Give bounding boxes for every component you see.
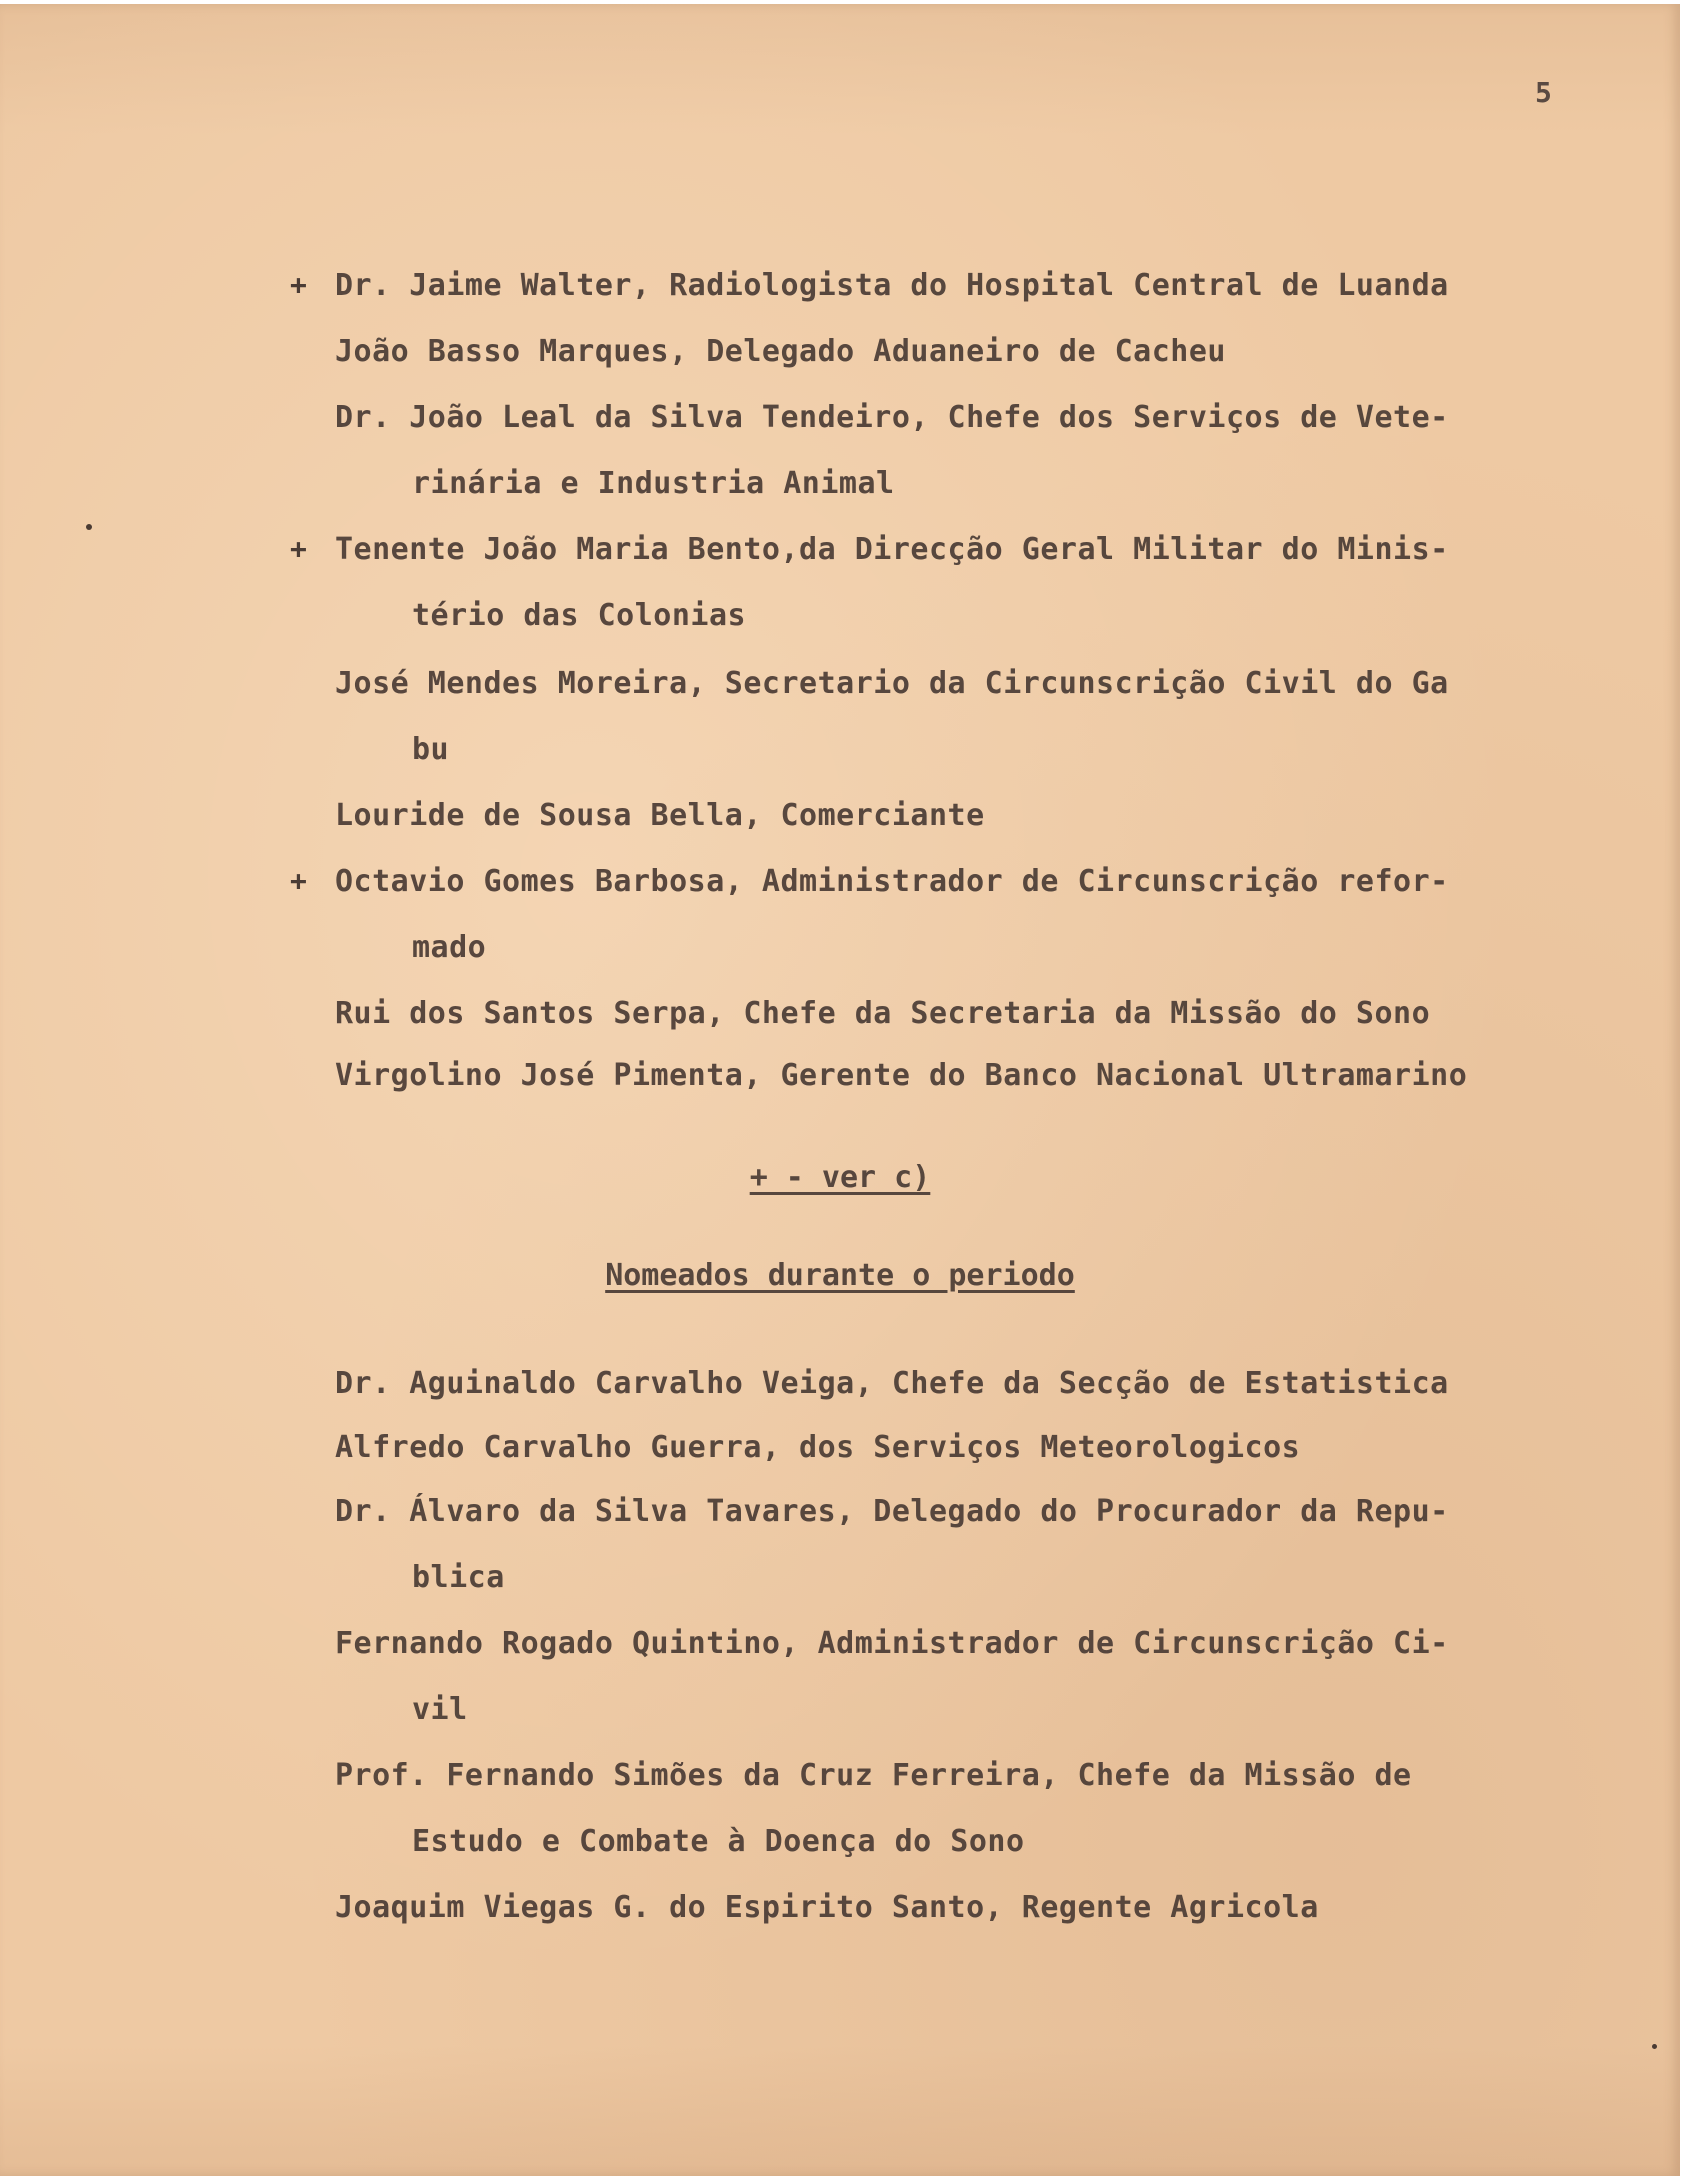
list-item: Dr. João Leal da Silva Tendeiro, Chefe dos Serviços de Vete- — [335, 400, 1449, 435]
list-item-continuation: Estudo e Combate à Doença do Sono — [412, 1824, 1025, 1859]
paper-speck — [86, 524, 92, 530]
list-item: Octavio Gomes Barbosa, Administrador de Circunscrição refor- — [335, 864, 1449, 899]
page-number: 5 — [1535, 76, 1552, 109]
footnote-reference: + - ver c) — [749, 1160, 931, 1195]
list-item-continuation: mado — [412, 930, 487, 965]
bullet-marker: + — [290, 268, 307, 301]
list-item-continuation: vil — [412, 1692, 468, 1727]
bullet-marker: + — [290, 532, 307, 565]
section-heading: Nomeados durante o periodo — [605, 1258, 1075, 1293]
list-item: Alfredo Carvalho Guerra, dos Serviços Meteorologicos — [335, 1430, 1301, 1465]
list-item: Fernando Rogado Quintino, Administrador de Circunscrição Ci- — [335, 1626, 1449, 1661]
list-item: Joaquim Viegas G. do Espirito Santo, Regente Agricola — [335, 1890, 1319, 1925]
list-item-continuation: blica — [412, 1560, 505, 1595]
paper-speck — [1652, 2044, 1657, 2049]
list-item-continuation: bu — [412, 732, 450, 767]
list-item: Rui dos Santos Serpa, Chefe da Secretaria da Missão do Sono — [335, 996, 1431, 1031]
list-item: Tenente João Maria Bento,da Direcção Geral Militar do Minis- — [335, 532, 1449, 567]
list-item: Dr. Jaime Walter, Radiologista do Hospital Central de Luanda — [335, 268, 1449, 303]
list-item: Dr. Álvaro da Silva Tavares, Delegado do Procurador da Repu- — [335, 1494, 1449, 1529]
list-item-continuation: rinária e Industria Animal — [412, 466, 895, 501]
typewritten-page — [0, 4, 1680, 2176]
list-item: João Basso Marques, Delegado Aduaneiro de Cacheu — [335, 334, 1226, 369]
list-item: Dr. Aguinaldo Carvalho Veiga, Chefe da Secção de Estatistica — [335, 1366, 1449, 1401]
bullet-marker: + — [290, 864, 307, 897]
list-item: Prof. Fernando Simões da Cruz Ferreira, Chefe da Missão de — [335, 1758, 1412, 1793]
list-item-continuation: tério das Colonias — [412, 598, 747, 633]
list-item: José Mendes Moreira, Secretario da Circunscrição Civil do Ga — [335, 666, 1449, 701]
list-item: Louride de Sousa Bella, Comerciante — [335, 798, 985, 833]
list-item: Virgolino José Pimenta, Gerente do Banco Nacional Ultramarino — [335, 1058, 1468, 1093]
